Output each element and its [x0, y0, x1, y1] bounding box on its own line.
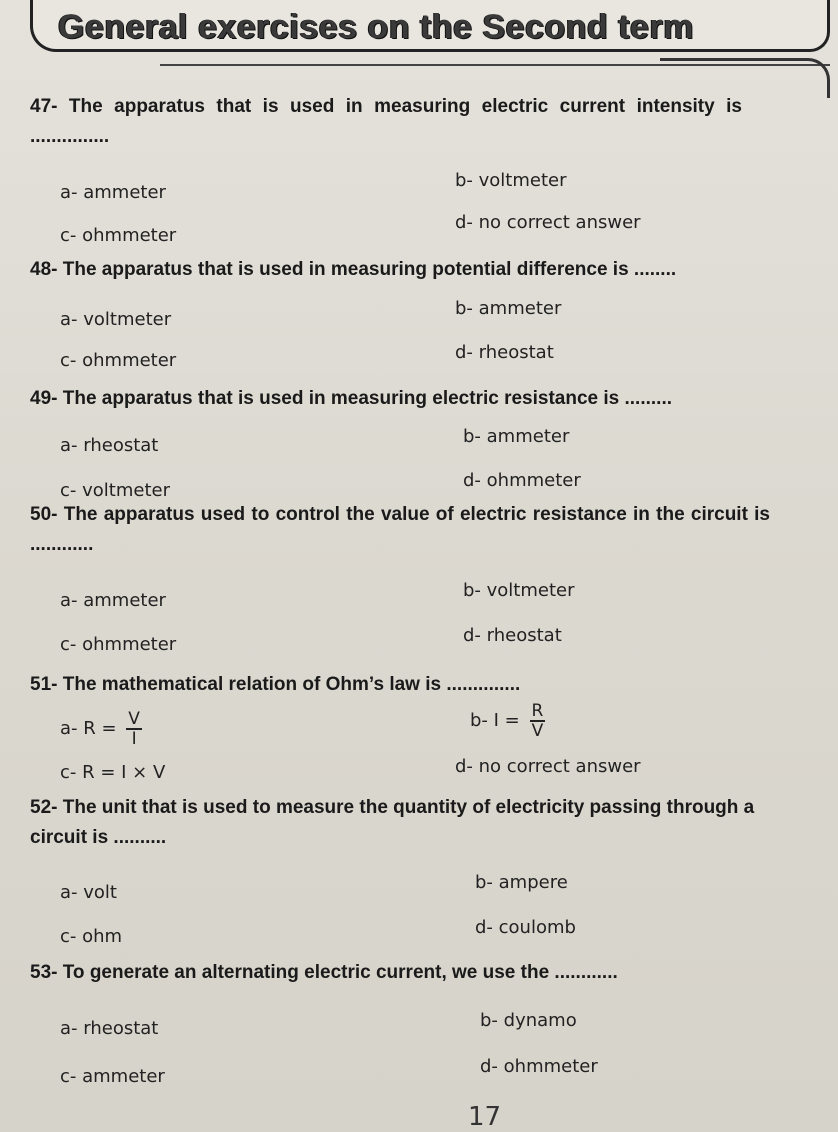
- q51-fraction-a: [126, 710, 142, 748]
- fraction-denominator: I: [131, 729, 137, 749]
- question-51: 51- The mathematical relation of Ohm’s law is ..............: [30, 674, 521, 695]
- q49-option-b: b- ammeter: [463, 426, 570, 447]
- q53-option-d: d- ohmmeter: [480, 1056, 598, 1077]
- q48-option-a: a- voltmeter: [60, 309, 172, 330]
- q48-option-d: d- rheostat: [455, 342, 554, 363]
- q47-option-b: b- voltmeter: [455, 170, 567, 191]
- question-52: 52- The unit that is used to measure the quantity of electricity passing through a circuit is ..........: [30, 797, 755, 848]
- q53-option-b: b- dynamo: [480, 1010, 577, 1031]
- q49-option-a: a- rheostat: [60, 435, 159, 456]
- q52-option-b: b- ampere: [475, 872, 568, 893]
- q48-option-c: c- ohmmeter: [60, 350, 177, 371]
- q48-option-b: b- ammeter: [455, 298, 562, 319]
- question-49: 49- The apparatus that is used in measuring electric resistance is .........: [30, 388, 673, 409]
- q50-option-a: a- ammeter: [60, 590, 166, 611]
- q51-option-a-prefix: a- R =: [60, 718, 117, 739]
- fraction-numerator: R: [531, 701, 544, 721]
- q47-option-d: d- no correct answer: [455, 212, 641, 233]
- fraction-denominator: V: [531, 721, 544, 741]
- q51-option-c: c- R = I × V: [60, 762, 166, 783]
- q50-option-d: d- rheostat: [463, 625, 562, 646]
- q49-option-d: d- ohmmeter: [463, 470, 581, 491]
- q50-option-b: b- voltmeter: [463, 580, 575, 601]
- question-48: 48- The apparatus that is used in measuring potential difference is ........: [30, 259, 677, 280]
- question-47: 47- The apparatus that is used in measuring electric current intensity is ...............: [30, 96, 742, 147]
- q51-option-b: [470, 702, 545, 740]
- fraction-numerator: V: [128, 709, 140, 729]
- page-title: General exercises on the Second term: [58, 8, 694, 46]
- question-50: 50- The apparatus used to control the value of electric resistance in the circuit is ............: [30, 504, 770, 555]
- q51-option-a: [60, 710, 142, 748]
- q47-option-c: c- ohmmeter: [60, 225, 177, 246]
- q51-option-d: d- no correct answer: [455, 756, 641, 777]
- q52-option-c: c- ohm: [60, 926, 123, 947]
- q51-option-b-prefix: b- I =: [470, 710, 520, 731]
- q52-option-d: d- coulomb: [475, 917, 576, 938]
- q50-option-c: c- ohmmeter: [60, 634, 177, 655]
- question-53: 53- To generate an alternating electric current, we use the ............: [30, 962, 618, 983]
- q49-option-c: c- voltmeter: [60, 480, 170, 501]
- page-number: 17: [468, 1102, 502, 1132]
- q53-option-a: a- rheostat: [60, 1018, 159, 1039]
- q47-option-a: a- ammeter: [60, 182, 166, 203]
- q53-option-c: c- ammeter: [60, 1066, 165, 1087]
- q52-option-a: a- volt: [60, 882, 117, 903]
- q51-fraction-b: [530, 702, 546, 740]
